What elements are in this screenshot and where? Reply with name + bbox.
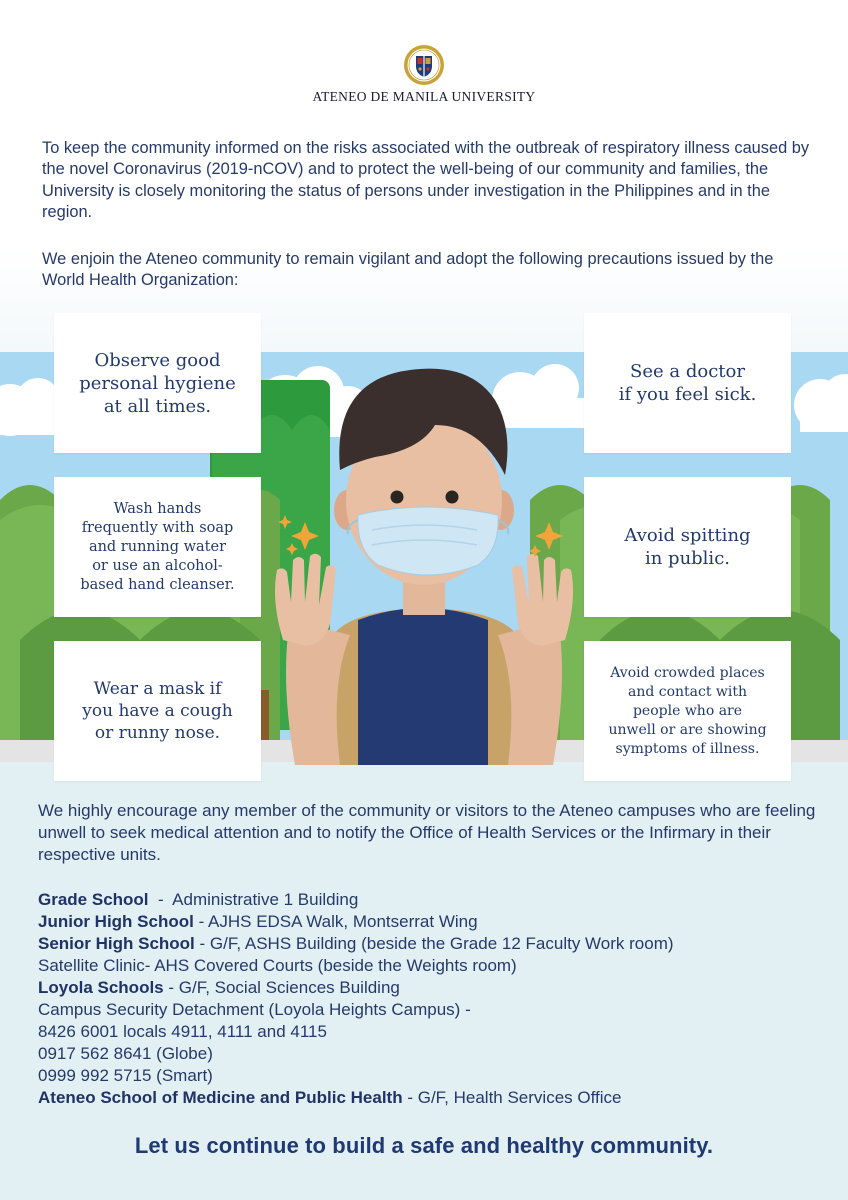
contact-unit: Senior High School xyxy=(38,934,195,953)
card-line: at all times. xyxy=(103,395,212,417)
precaution-card-spitting xyxy=(584,477,791,617)
contact-unit: Loyola Schools xyxy=(38,978,164,997)
contact-list xyxy=(38,889,828,1109)
card-line: in public. xyxy=(644,548,730,569)
contact-detail: - G/F, Social Sciences Building xyxy=(163,978,400,997)
card-line: Avoid crowded places xyxy=(610,664,765,681)
encourage-paragraph: We highly encourage any member of the community or visitors to the Ateneo campuses who are feeling unwell to seek medical attention and to notify the Office of Health Services or the Infirmary in their respective units. xyxy=(38,801,816,864)
contact-item xyxy=(38,1021,828,1043)
university-name: ATENEO DE MANILA UNIVERSITY xyxy=(312,89,536,104)
precaution-card-crowds xyxy=(584,641,791,781)
contact-item xyxy=(38,977,828,999)
card-line: and contact with xyxy=(627,683,748,700)
card-line: See a doctor xyxy=(630,361,745,382)
contact-detail: - G/F, Health Services Office xyxy=(402,1088,622,1107)
card-line: you have a cough xyxy=(82,701,233,721)
contact-detail: 0917 562 8641 (Globe) xyxy=(38,1044,213,1063)
card-line: Observe good xyxy=(94,349,221,371)
contact-item xyxy=(38,1087,828,1109)
card-line: unwell or are showing xyxy=(608,721,767,738)
contact-item xyxy=(38,933,828,955)
contact-unit: Junior High School xyxy=(38,912,194,931)
contact-detail: 8426 6001 locals 4911, 4111 and 4115 xyxy=(38,1022,327,1041)
tank-top xyxy=(358,608,488,765)
contact-detail: - Administrative 1 Building xyxy=(148,890,359,909)
card-line: Avoid spitting xyxy=(624,525,751,546)
card-line: frequently with soap xyxy=(81,519,234,536)
closing-message: Let us continue to build a safe and healthy community. xyxy=(134,1133,714,1158)
card-line: Wear a mask if xyxy=(93,679,222,699)
contact-item xyxy=(38,911,828,933)
contact-detail: Satellite Clinic- AHS Covered Courts (beside the Weights room) xyxy=(38,956,517,975)
contact-item xyxy=(38,955,828,977)
face-mask xyxy=(358,507,498,575)
intro-paragraph: To keep the community informed on the risks associated with the outbreak of respiratory illness caused by the novel Coronavirus (2019-nCOV) and to protect the well-being of our community and families, the University is closely monitoring the status of persons under investigation in the Philippines and in the region. xyxy=(42,139,810,222)
card-line: personal hygiene xyxy=(79,372,236,394)
card-line: based hand cleanser. xyxy=(80,576,235,593)
card-line: or use an alcohol- xyxy=(92,557,223,574)
contact-detail: - G/F, ASHS Building (beside the Grade 12 Faculty Work room) xyxy=(194,934,674,953)
precaution-card-doctor xyxy=(584,313,791,453)
card-line: if you feel sick. xyxy=(618,384,757,405)
card-line: Wash hands xyxy=(113,500,202,517)
contact-item xyxy=(38,999,828,1021)
contact-item xyxy=(38,1065,828,1087)
contact-item xyxy=(38,889,828,911)
contact-unit: Grade School xyxy=(38,890,149,909)
contact-detail: - AJHS EDSA Walk, Montserrat Wing xyxy=(193,912,478,931)
card-line: symptoms of illness. xyxy=(615,740,760,757)
card-line: people who are xyxy=(632,702,743,719)
contact-detail: Campus Security Detachment (Loyola Heights Campus) - xyxy=(38,1000,471,1019)
precautions-intro: We enjoin the Ateneo community to remain vigilant and adopt the following precautions issued by the World Health Organization: xyxy=(42,250,774,290)
card-line: or runny nose. xyxy=(94,723,221,743)
contact-detail: 0999 992 5715 (Smart) xyxy=(38,1066,213,1085)
card-line: and running water xyxy=(88,538,227,555)
university-seal-icon xyxy=(403,44,445,86)
precaution-card-mask xyxy=(54,641,261,781)
precaution-card-hygiene xyxy=(54,313,261,453)
contact-item xyxy=(38,1043,828,1065)
precaution-card-wash-hands xyxy=(54,477,261,617)
contact-unit: Ateneo School of Medicine and Public Health xyxy=(38,1088,403,1107)
